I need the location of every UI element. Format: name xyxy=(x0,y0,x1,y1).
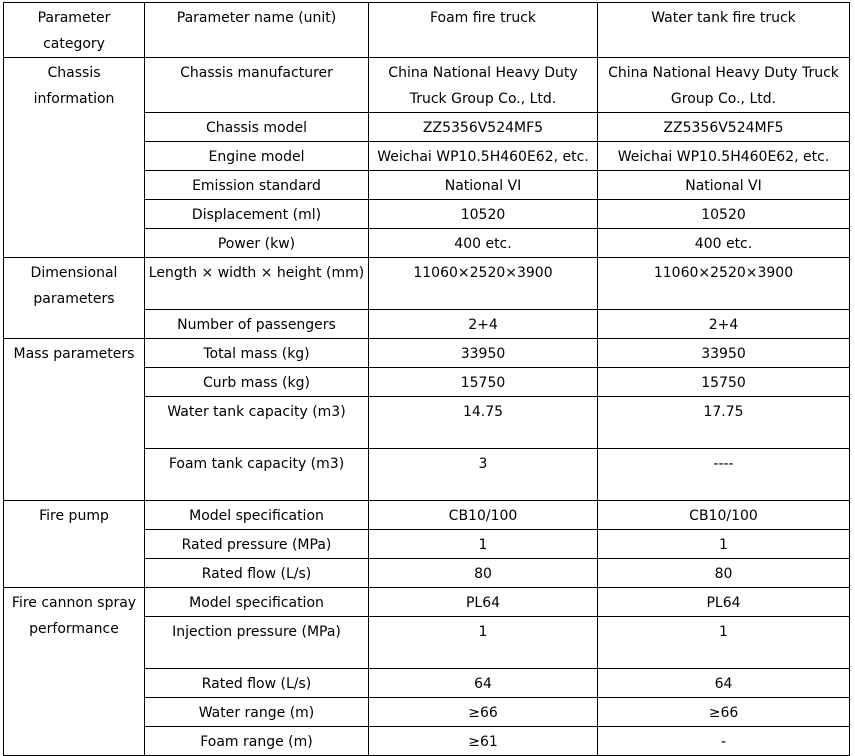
water-value: Weichai WP10.5H460E62, etc. xyxy=(598,142,850,171)
water-value: China National Heavy Duty Truck Group Co., Ltd. xyxy=(598,58,850,113)
water-value: ≥66 xyxy=(598,698,850,727)
water-value: 80 xyxy=(598,559,850,588)
water-value: 64 xyxy=(598,669,850,698)
param-name: Water tank capacity (m3) xyxy=(145,397,369,449)
foam-value: 2+4 xyxy=(369,310,598,339)
foam-value: ZZ5356V524MF5 xyxy=(369,113,598,142)
foam-value: China National Heavy Duty Truck Group Co., Ltd. xyxy=(369,58,598,113)
param-name: Model specification xyxy=(145,501,369,530)
foam-value: 1 xyxy=(369,530,598,559)
foam-value: ≥66 xyxy=(369,698,598,727)
group-pump: Fire pump xyxy=(4,501,145,588)
water-value: - xyxy=(598,727,850,756)
param-name: Water range (m) xyxy=(145,698,369,727)
group-cannon: Fire cannon spray performance xyxy=(4,588,145,756)
group-mass: Mass parameters xyxy=(4,339,145,501)
param-name: Engine model xyxy=(145,142,369,171)
foam-value: 11060×2520×3900 xyxy=(369,258,598,310)
foam-value: ≥61 xyxy=(369,727,598,756)
param-name: Rated flow (L/s) xyxy=(145,559,369,588)
param-name: Foam tank capacity (m3) xyxy=(145,449,369,501)
header-category: Parameter category xyxy=(4,3,145,58)
header-row xyxy=(4,3,850,58)
water-value: PL64 xyxy=(598,588,850,617)
foam-value: CB10/100 xyxy=(369,501,598,530)
param-name: Curb mass (kg) xyxy=(145,368,369,397)
table-row xyxy=(4,258,850,310)
water-value: National VI xyxy=(598,171,850,200)
foam-value: National VI xyxy=(369,171,598,200)
param-name: Total mass (kg) xyxy=(145,339,369,368)
param-name: Injection pressure (MPa) xyxy=(145,617,369,669)
water-value: 33950 xyxy=(598,339,850,368)
param-name: Number of passengers xyxy=(145,310,369,339)
water-value: ---- xyxy=(598,449,850,501)
foam-value: 10520 xyxy=(369,200,598,229)
param-name: Emission standard xyxy=(145,171,369,200)
water-value: 11060×2520×3900 xyxy=(598,258,850,310)
foam-value: 64 xyxy=(369,669,598,698)
foam-value: 80 xyxy=(369,559,598,588)
param-name: Chassis manufacturer xyxy=(145,58,369,113)
header-foam: Foam fire truck xyxy=(369,3,598,58)
param-name: Displacement (ml) xyxy=(145,200,369,229)
foam-value: PL64 xyxy=(369,588,598,617)
spec-table xyxy=(3,2,850,756)
group-chassis: Chassis information xyxy=(4,58,145,258)
param-name: Foam range (m) xyxy=(145,727,369,756)
group-dimensional: Dimensional parameters xyxy=(4,258,145,339)
foam-value: 14.75 xyxy=(369,397,598,449)
table-row xyxy=(4,588,850,617)
water-value: 17.75 xyxy=(598,397,850,449)
param-name: Power (kw) xyxy=(145,229,369,258)
foam-value: 1 xyxy=(369,617,598,669)
water-value: 2+4 xyxy=(598,310,850,339)
param-name: Rated flow (L/s) xyxy=(145,669,369,698)
param-name: Model specification xyxy=(145,588,369,617)
water-value: 400 etc. xyxy=(598,229,850,258)
header-water: Water tank fire truck xyxy=(598,3,850,58)
foam-value: 15750 xyxy=(369,368,598,397)
table-row xyxy=(4,58,850,113)
table-row xyxy=(4,339,850,368)
water-value: ZZ5356V524MF5 xyxy=(598,113,850,142)
table-row xyxy=(4,501,850,530)
foam-value: Weichai WP10.5H460E62, etc. xyxy=(369,142,598,171)
water-value: 1 xyxy=(598,530,850,559)
water-value: 1 xyxy=(598,617,850,669)
water-value: 15750 xyxy=(598,368,850,397)
param-name: Rated pressure (MPa) xyxy=(145,530,369,559)
header-name: Parameter name (unit) xyxy=(145,3,369,58)
water-value: 10520 xyxy=(598,200,850,229)
foam-value: 3 xyxy=(369,449,598,501)
foam-value: 400 etc. xyxy=(369,229,598,258)
param-name: Length × width × height (mm) xyxy=(145,258,369,310)
param-name: Chassis model xyxy=(145,113,369,142)
water-value: CB10/100 xyxy=(598,501,850,530)
foam-value: 33950 xyxy=(369,339,598,368)
